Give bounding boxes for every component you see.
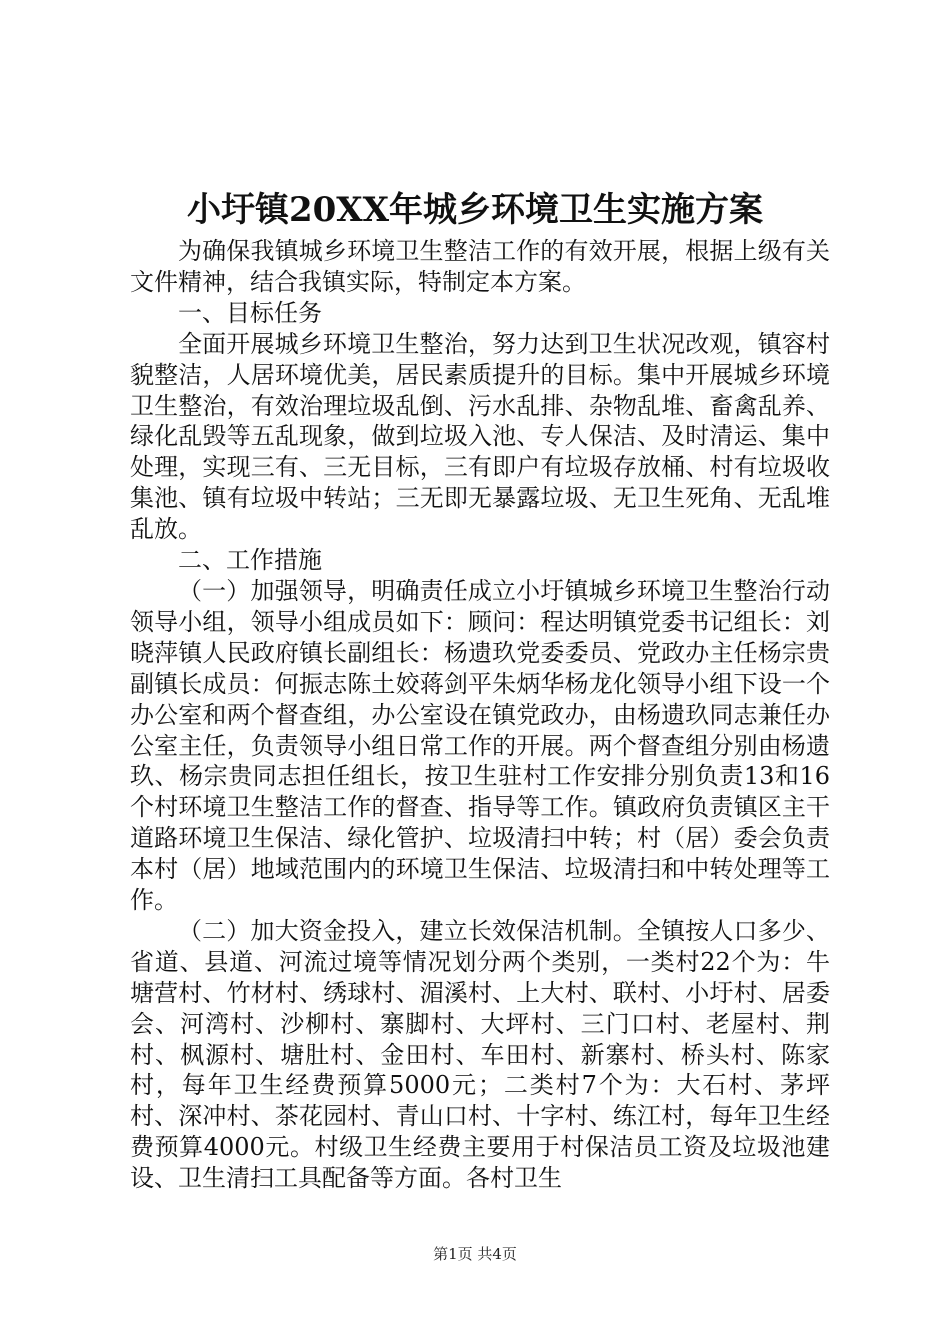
- section-heading-measures: 二、工作措施: [178, 546, 322, 575]
- document-body: [130, 236, 830, 1194]
- measures-paragraph-1: （一）加强领导，明确责任成立小圩镇城乡环境卫生整治行动领导小组，领导小组成员如下：顾问：程达明镇党委书记组长：刘晓萍镇人民政府镇长副组长：杨遗玖党委委员、党政办主任杨宗贵副镇长成员：何振志陈土姣蒋剑平朱炳华杨龙化领导小组下设一个办公室和两个督查组，办公室设在镇党政办，由杨遗玖同志兼任办公室主任，负责领导小组日常工作的开展。两个督查组分别由杨遗玖、杨宗贵同志担任组长，按卫生驻村工作安排分别负责13和16个村环境卫生整洁工作的督查、指导等工作。镇政府负责镇区主干道路环境卫生保洁、绿化管护、垃圾清扫中转；村（居）委会负责本村（居）地域范围内的环境卫生保洁、垃圾清扫和中转处理等工作。: [130, 576, 830, 915]
- document-title: 小圩镇20XX年城乡环境卫生实施方案: [186, 190, 764, 230]
- measures-paragraph-2: （二）加大资金投入，建立长效保洁机制。全镇按人口多少、省道、县道、河流过境等情况划分两个类别，一类村22个为：牛塘营村、竹材村、绣球村、湄溪村、上大村、联村、小圩村、居委会、河湾村、沙柳村、寨脚村、大坪村、三门口村、老屋村、荆村、枫源村、塘肚村、金田村、车田村、新寨村、桥头村、陈家村，每年卫生经费预算5000元；二类村7个为：大石村、茅坪村、深冲村、茶花园村、青山口村、十字村、练江村，每年卫生经费预算4000元。村级卫生经费主要用于村保洁员工资及垃圾池建设、卫生清扫工具配备等方面。各村卫生: [130, 916, 830, 1193]
- page-footer: 第1页 共4页: [433, 1245, 517, 1263]
- goals-paragraph: 全面开展城乡环境卫生整治，努力达到卫生状况改观，镇容村貌整洁，人居环境优美，居民素质提升的目标。集中开展城乡环境卫生整治，有效治理垃圾乱倒、污水乱排、杂物乱堆、畜禽乱养、绿化乱毁等五乱现象，做到垃圾入池、专人保洁、及时清运、集中处理，实现三有、三无目标，三有即户有垃圾存放桶、村有垃圾收集池、镇有垃圾中转站；三无即无暴露垃圾、无卫生死角、无乱堆乱放。: [130, 329, 830, 544]
- section-heading-goals: 一、目标任务: [178, 298, 322, 327]
- intro-paragraph: 为确保我镇城乡环境卫生整洁工作的有效开展，根据上级有关文件精神，结合我镇实际，特制定本方案。: [130, 237, 830, 296]
